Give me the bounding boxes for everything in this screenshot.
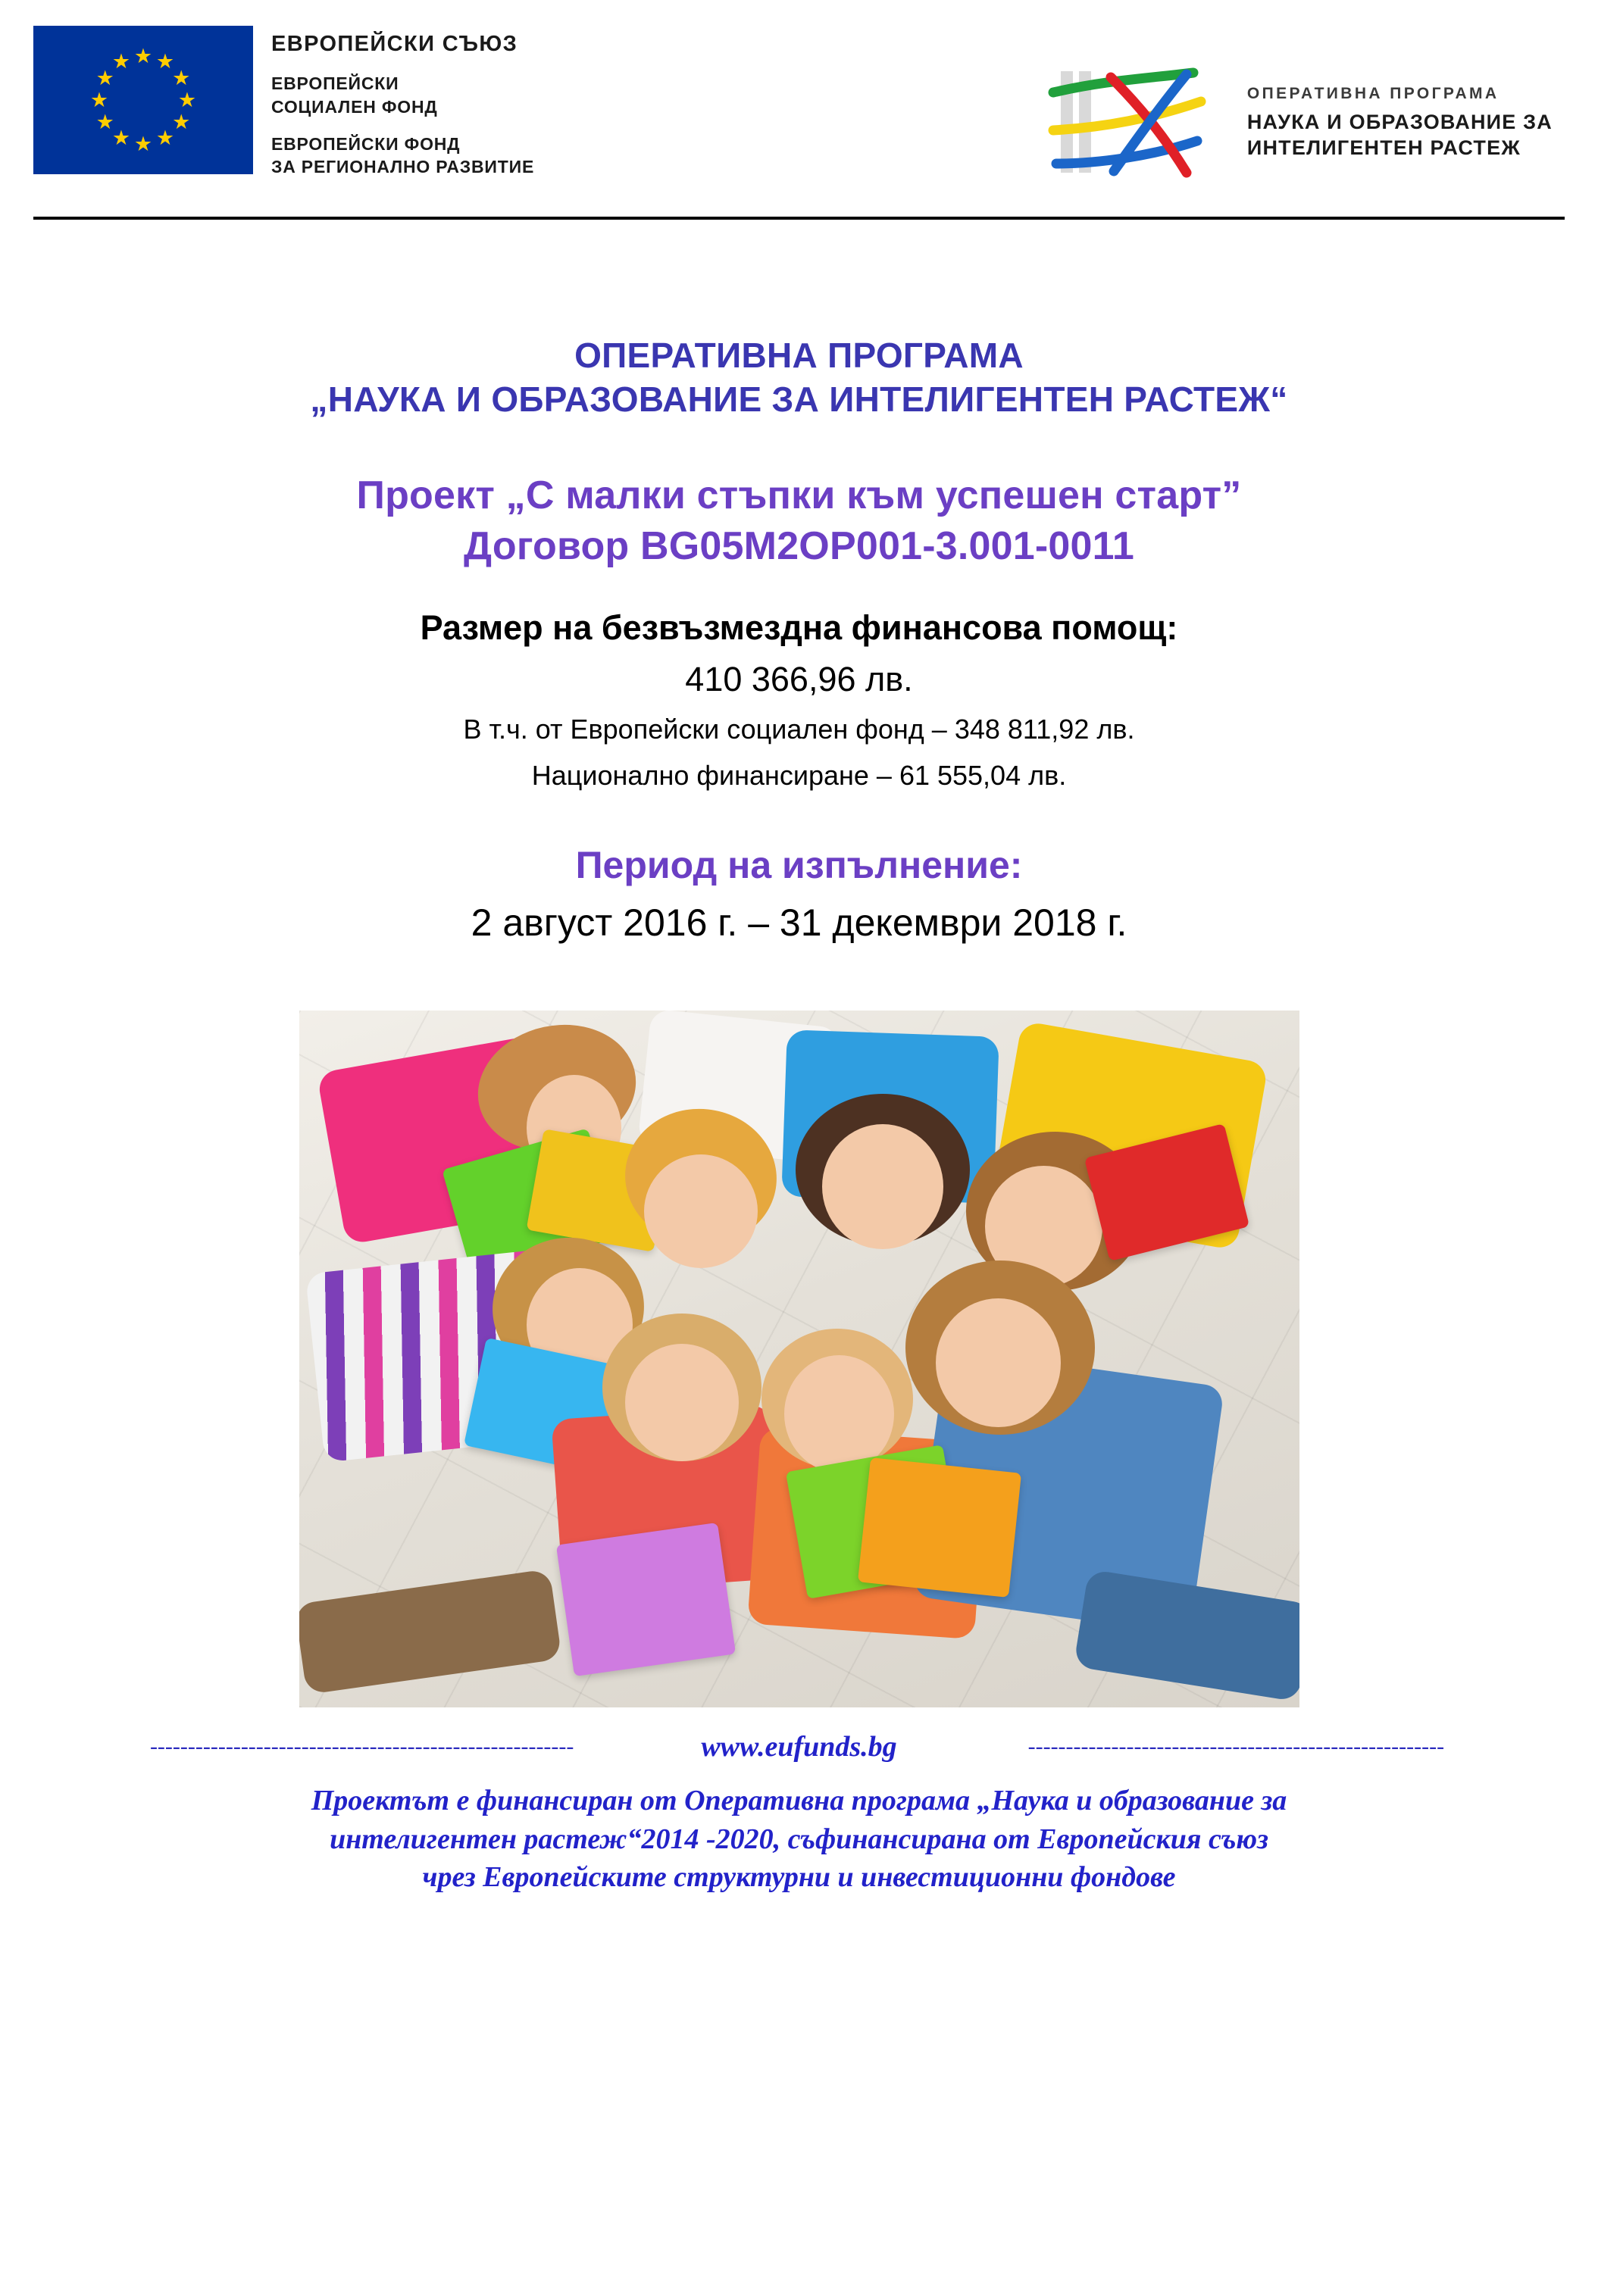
eu-star-icon: ★	[89, 88, 109, 111]
eu-star-icon: ★	[177, 88, 197, 111]
document-body	[0, 220, 1598, 1707]
child-book	[857, 1457, 1021, 1598]
footer-disclaimer-line-1: Проектът е финансиран от Оперативна програма „Наука и образование за	[311, 1785, 1287, 1816]
child-face	[936, 1298, 1061, 1427]
period-value: 2 август 2016 г. – 31 декември 2018 г.	[471, 901, 1127, 944]
grant-amount: 410 366,96 лв.	[685, 660, 913, 698]
eu-emblem-block	[33, 26, 534, 179]
program-title-line-1: ОПЕРАТИВНА ПРОГРАМА	[574, 336, 1024, 375]
footer-disclaimer-line-2: интелигентен растеж“2014 -2020, съфинансирана от Европейския съюз	[330, 1823, 1268, 1855]
eu-star-icon: ★	[155, 50, 175, 73]
program-title	[53, 333, 1545, 422]
children-with-books-photo	[299, 1011, 1299, 1707]
project-spacer	[53, 573, 1545, 608]
top-spacer	[53, 220, 1545, 333]
footer-url-row	[33, 1730, 1565, 1763]
photo-wrapper	[53, 1011, 1545, 1707]
eufunds-url-link[interactable]: www.eufunds.bg	[701, 1731, 897, 1763]
child-face	[644, 1154, 758, 1268]
eu-union-title: ЕВРОПЕЙСКИ СЪЮЗ	[271, 32, 518, 56]
child-face	[625, 1344, 739, 1461]
title-spacer	[53, 422, 1545, 470]
eu-star-icon: ★	[95, 66, 114, 89]
child-book	[555, 1523, 735, 1676]
eu-star-icon: ★	[172, 66, 191, 89]
document-footer	[0, 1707, 1598, 1897]
footer-disclaimer	[33, 1782, 1565, 1897]
project-contract-number: Договор BG05M2OP001-3.001-0011	[464, 524, 1134, 569]
child-face	[822, 1124, 943, 1249]
project-name: Проект „С малки стъпки към успешен старт”	[356, 473, 1242, 517]
eu-esf-line-1: ЕВРОПЕЙСКИ	[271, 73, 399, 93]
project-title	[53, 470, 1545, 573]
eu-star-icon: ★	[133, 132, 153, 155]
eu-text-gap	[271, 119, 534, 133]
child-face	[784, 1355, 894, 1473]
eu-flag-icon	[33, 26, 253, 174]
grant-spacer	[53, 792, 1545, 842]
header-logos-row	[0, 0, 1598, 186]
op-label-line-2: ИНТЕЛИГЕНТЕН РАСТЕЖ	[1246, 136, 1521, 159]
document-header	[0, 0, 1598, 220]
eu-star-icon: ★	[155, 126, 175, 149]
footer-dashes-right: -------------------------------------------------------	[1027, 1734, 1445, 1759]
op-science-education-logo-icon	[1038, 58, 1227, 186]
eu-star-icon: ★	[133, 44, 153, 67]
eu-erdf-line-2: ЗА РЕГИОНАЛНО РАЗВИТИЕ	[271, 157, 535, 177]
op-program-block	[1038, 26, 1553, 186]
footer-dashes-left: --------------------------------------------------------	[149, 1734, 574, 1759]
eu-text-block	[271, 26, 534, 179]
eu-star-icon: ★	[111, 50, 131, 73]
period-label: Период на изпълнение:	[575, 844, 1023, 886]
grant-label: Размер на безвъзмездна финансова помощ:	[420, 608, 1178, 647]
grant-esf-amount: В т.ч. от Европейски социален фонд – 348 811,92 лв.	[463, 714, 1135, 745]
period-spacer	[53, 945, 1545, 1011]
eu-erdf-line-1: ЕВРОПЕЙСКИ ФОНД	[271, 133, 461, 154]
header-divider	[33, 217, 1565, 220]
eu-star-icon: ★	[111, 126, 131, 149]
grant-national-amount: Национално финансиране – 61 555,04 лв.	[531, 760, 1067, 791]
eu-esf-line-2: СОЦИАЛЕН ФОНД	[271, 96, 438, 117]
eu-star-icon: ★	[95, 110, 114, 133]
op-label-small: ОПЕРАТИВНА ПРОГРАМА	[1246, 84, 1499, 102]
footer-disclaimer-line-3: чрез Европейските структурни и инвестиционни фондове	[422, 1861, 1176, 1894]
program-title-line-2: „НАУКА И ОБРАЗОВАНИЕ ЗА ИНТЕЛИГЕНТЕН РАСТЕЖ“	[310, 380, 1288, 420]
eu-star-icon: ★	[172, 110, 191, 133]
op-label-line-1: НАУКА И ОБРАЗОВАНИЕ ЗА	[1246, 110, 1553, 133]
op-text-block	[1247, 83, 1553, 161]
